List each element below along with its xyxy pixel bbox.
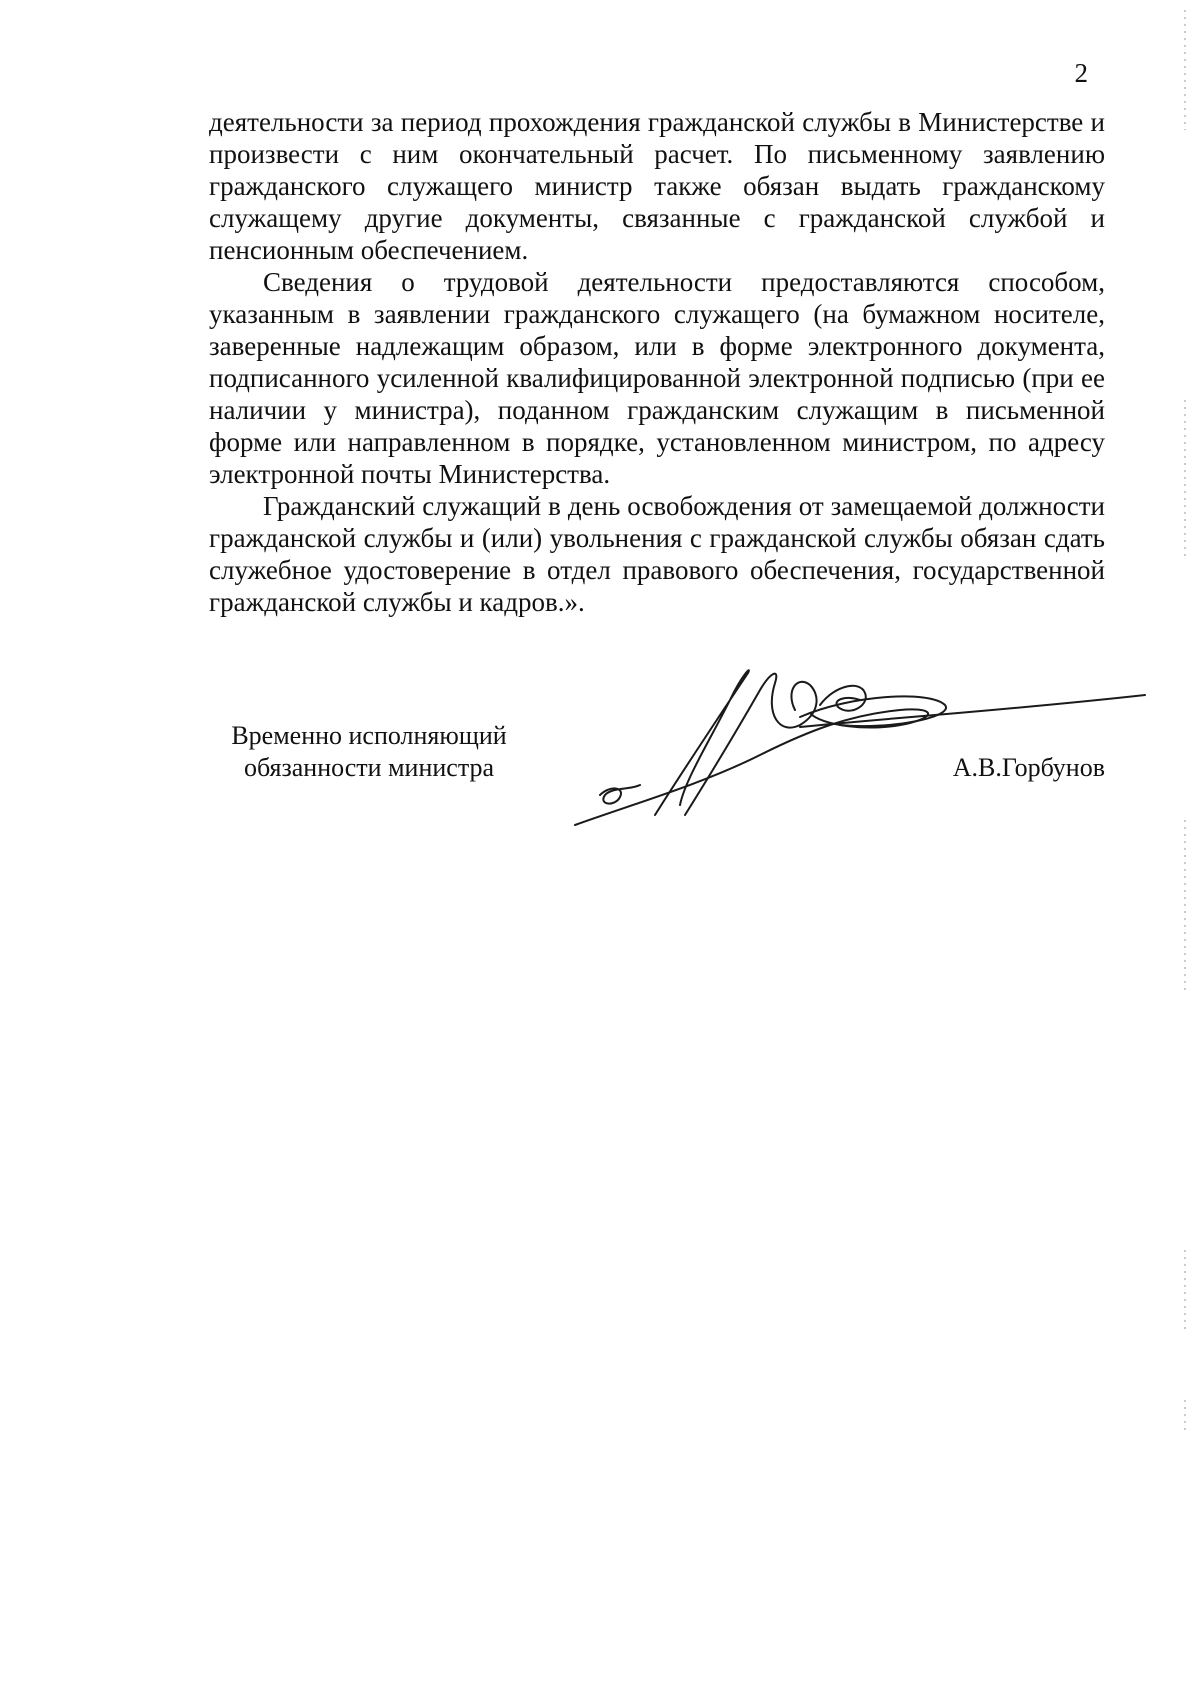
handwritten-signature	[570, 655, 1150, 835]
paragraph-2: Сведения о трудовой деятельности предоставляются способом, указанным в заявлении гражданского служащего (на бумажном носителе, заверенные надлежащим образом, или в форме электронного документа, подписанного усиленной квалифицированной электронной подписью (при ее наличии у министра), поданном гражданским служащим в письменной форме или направленном в порядке, установленном министром, по адресу электронной почты Министерства.	[209, 267, 1105, 489]
signature-initial-stroke	[600, 785, 640, 804]
signatory-title	[209, 720, 529, 784]
signature-loop-stroke-1	[655, 670, 749, 815]
paragraph-3: Гражданский служащий в день освобождения от замещаемой должности гражданской службы и (или) увольнения с гражданской службы обязан сдать служебное удостоверение в отдел правового обеспечения, государственной гражданской службы и кадров.».	[209, 491, 1105, 617]
document-body	[209, 106, 1105, 618]
signatory-title-line-2: обязанности министра	[243, 753, 495, 782]
page-number: 2	[1074, 58, 1088, 88]
signatory-title-line-1: Временно исполняющий	[231, 721, 507, 750]
paragraph-1: деятельности за период прохождения гражданской службы в Министерстве и произвести с ним окончательный расчет. По письменному заявлению гражданского служащего министр также обязан выдать гражданскому служащему другие документы, связанные с гражданской службой и пенсионным обеспечением.	[209, 107, 1105, 265]
signature-loop-stroke-2	[685, 674, 817, 815]
signatory-name: А.В.Горбунов	[952, 753, 1105, 782]
scan-edge-marks	[1165, 0, 1195, 1697]
